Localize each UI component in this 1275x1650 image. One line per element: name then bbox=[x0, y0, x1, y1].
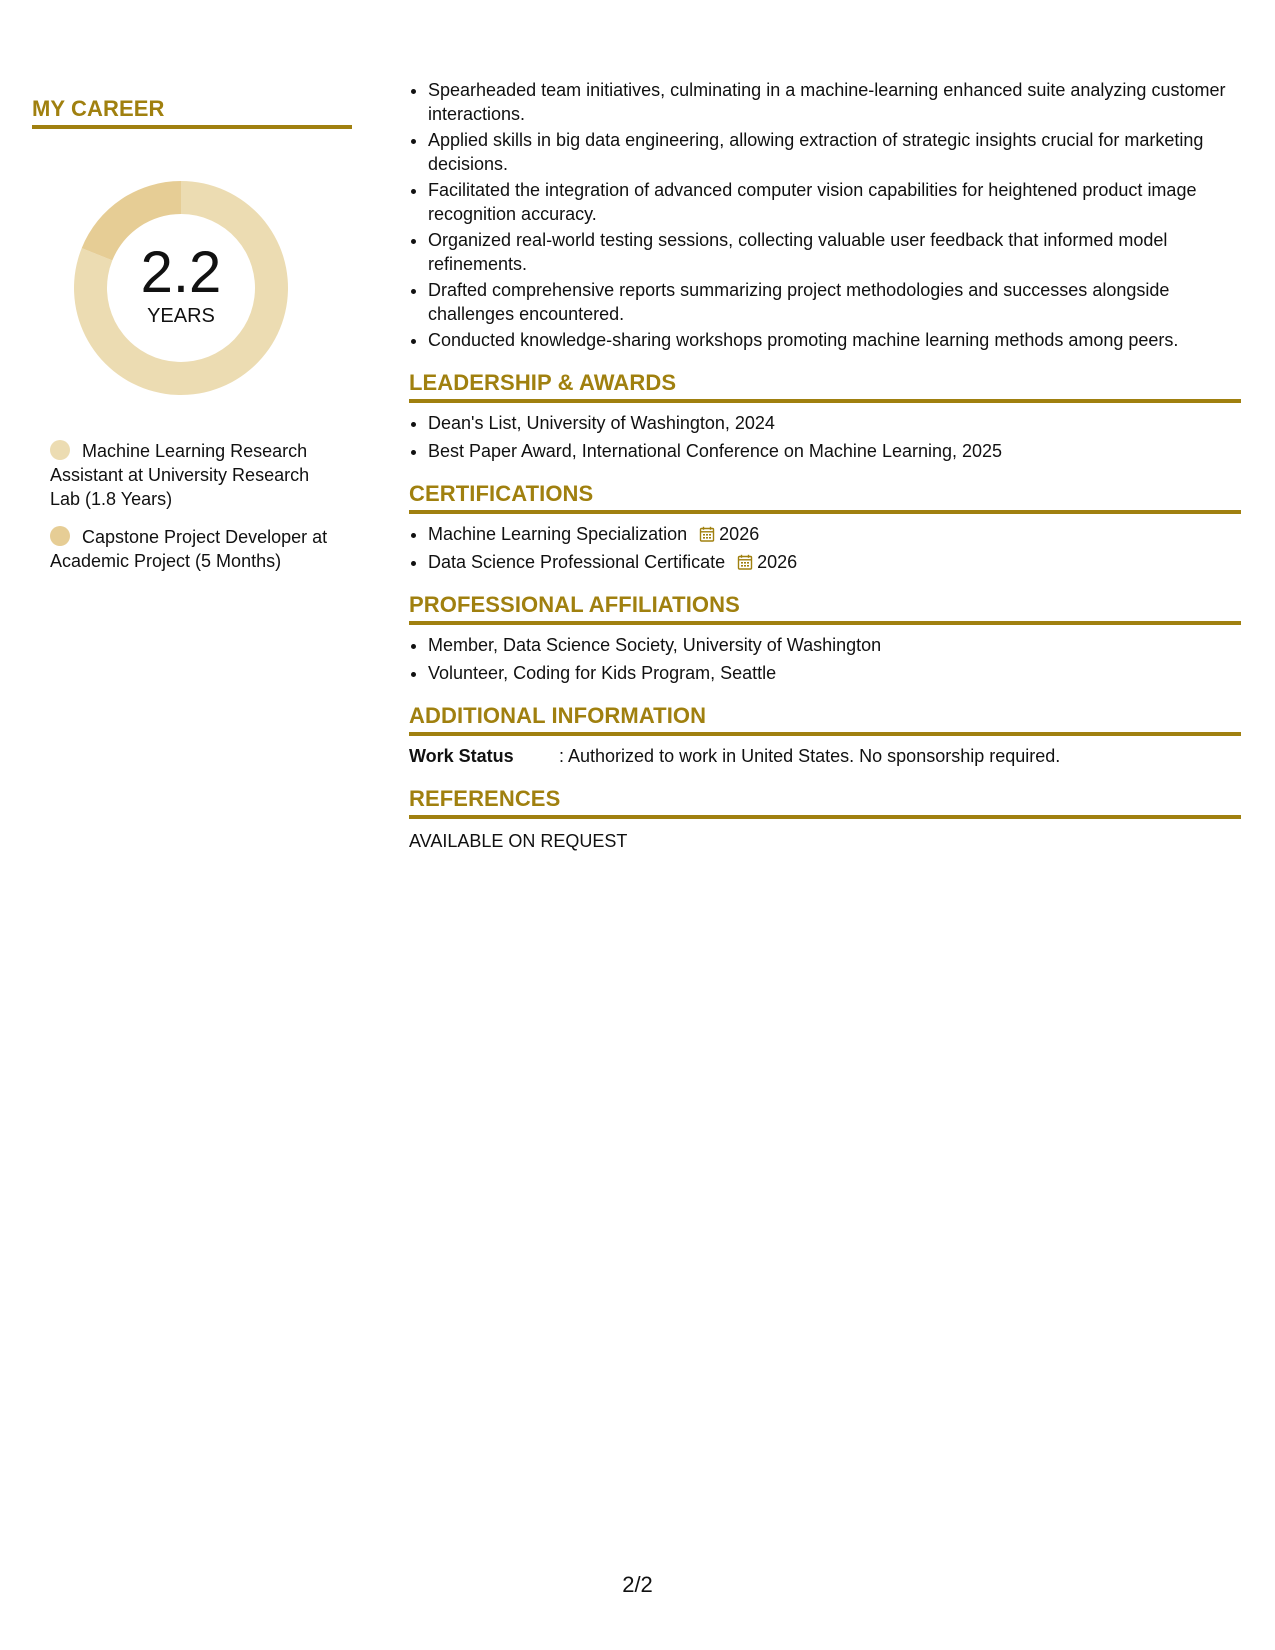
affiliation-item: • Member, Data Science Society, University of Washington bbox=[428, 633, 1241, 657]
certification-item bbox=[428, 550, 1241, 574]
experience-bullets bbox=[409, 78, 1241, 352]
leadership-list bbox=[409, 411, 1241, 463]
references-heading: REFERENCES bbox=[409, 786, 1241, 819]
experience-bullet: • Organized real-world testing sessions, collecting valuable user feedback that informed model refinements. bbox=[428, 228, 1241, 276]
experience-bullet: • Facilitated the integration of advanced computer vision capabilities for heightened product image recognition accuracy. bbox=[428, 178, 1241, 226]
work-status-label: Work Status bbox=[409, 746, 514, 766]
career-sidebar bbox=[32, 96, 352, 587]
experience-bullet: • Applied skills in big data engineering, allowing extraction of strategic insights crucial for marketing decisions. bbox=[428, 128, 1241, 176]
affiliations-list bbox=[409, 633, 1241, 685]
career-legend-label: Machine Learning Research Assistant at University Research Lab (1.8 Years) bbox=[50, 441, 310, 509]
affiliation-item: • Volunteer, Coding for Kids Program, Seattle bbox=[428, 661, 1241, 685]
career-legend-label: Capstone Project Developer at Academic Project (5 Months) bbox=[50, 527, 328, 571]
leadership-item: • Best Paper Award, International Conference on Machine Learning, 2025 bbox=[428, 439, 1241, 463]
calendar-icon bbox=[737, 554, 753, 570]
additional-info-section bbox=[409, 703, 1241, 768]
page-number: 2/2 bbox=[622, 1572, 653, 1597]
leadership-heading: LEADERSHIP & AWARDS bbox=[409, 370, 1241, 403]
career-legend bbox=[50, 439, 340, 573]
additional-info-heading: ADDITIONAL INFORMATION bbox=[409, 703, 1241, 736]
experience-bullet: • Conducted knowledge-sharing workshops promoting machine learning methods among peers. bbox=[428, 328, 1241, 352]
work-status-value: : Authorized to work in United States. No sponsorship required. bbox=[559, 746, 1061, 766]
experience-bullet: • Spearheaded team initiatives, culminating in a machine-learning enhanced suite analyzing customer interactions. bbox=[428, 78, 1241, 126]
certifications-heading: CERTIFICATIONS bbox=[409, 481, 1241, 514]
career-total-unit: YEARS bbox=[147, 305, 215, 327]
certification-name: Data Science Professional Certificate bbox=[428, 552, 726, 572]
career-heading: MY CAREER bbox=[32, 96, 352, 129]
references-section bbox=[409, 786, 1241, 853]
main-content bbox=[409, 78, 1241, 853]
career-donut-chart bbox=[66, 173, 296, 403]
career-total-value: 2.2 bbox=[140, 240, 222, 305]
certifications-section bbox=[409, 481, 1241, 574]
certification-name: Machine Learning Specialization bbox=[428, 524, 688, 544]
career-legend-item bbox=[50, 439, 340, 511]
legend-dot-icon bbox=[50, 526, 70, 546]
certification-item bbox=[428, 522, 1241, 546]
affiliations-heading: PROFESSIONAL AFFILIATIONS bbox=[409, 592, 1241, 625]
certification-year: 2026 bbox=[719, 524, 760, 544]
references-text: AVAILABLE ON REQUEST bbox=[409, 831, 628, 851]
legend-dot-icon bbox=[50, 440, 70, 460]
certification-year: 2026 bbox=[757, 552, 798, 572]
affiliations-section bbox=[409, 592, 1241, 685]
certifications-list bbox=[409, 522, 1241, 574]
experience-bullet: • Drafted comprehensive reports summarizing project methodologies and successes alongside challenges encountered. bbox=[428, 278, 1241, 326]
leadership-section bbox=[409, 370, 1241, 463]
career-legend-item bbox=[50, 525, 340, 573]
leadership-item: • Dean's List, University of Washington, 2024 bbox=[428, 411, 1241, 435]
calendar-icon bbox=[699, 526, 715, 542]
work-status-row bbox=[409, 744, 1241, 768]
